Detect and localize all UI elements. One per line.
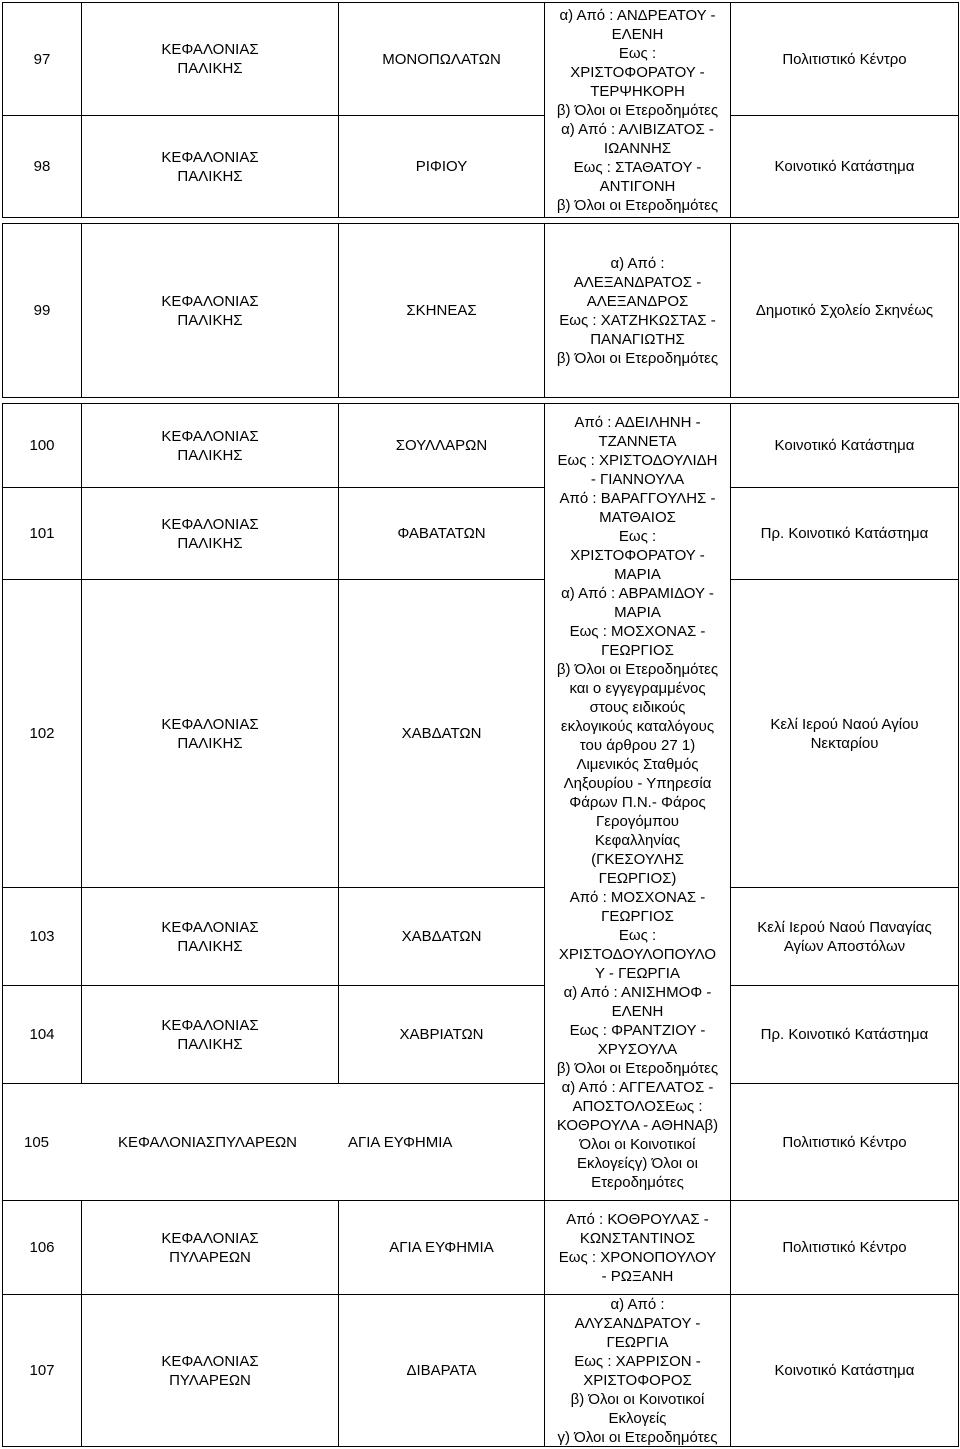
table-row-105-municipality: ΑΓΙΑ ΕΥΦΗΜΙΑ bbox=[348, 1133, 453, 1151]
table-row-97-prefecture: ΚΕΦΑΛΟΝΙΑΣ ΠΑΛΙΚΗΣ bbox=[161, 41, 259, 77]
table-row-99-number: 99 bbox=[33, 302, 51, 319]
table-row-104-prefecture: ΚΕΦΑΛΟΝΙΑΣ ΠΑΛΙΚΗΣ bbox=[161, 1016, 259, 1053]
table-row-97-venue: Πολιτιστικό Κέντρο bbox=[782, 50, 907, 68]
table-row-98-municipality: ΡΙΦΙΟΥ bbox=[415, 158, 468, 175]
table-row-105-number: 105 bbox=[24, 1133, 50, 1151]
table-row-100-venue: Κοινοτικό Κατάστημα bbox=[774, 437, 915, 454]
table-row-103-municipality: ΧΑΒΔΑΤΩΝ bbox=[401, 928, 482, 945]
table-row-102-venue: Κελί Ιερού Ναού Αγίου Νεκταρίου bbox=[770, 715, 919, 752]
table-row-99-venue: Δημοτικό Σχολείο Σκηνέως bbox=[755, 302, 934, 319]
table-row-105-venue: Πολιτιστικό Κέντρο bbox=[782, 1133, 907, 1151]
table-row-99-prefecture: ΚΕΦΑΛΟΝΙΑΣ ΠΑΛΙΚΗΣ bbox=[161, 292, 259, 329]
table-row-102-prefecture: ΚΕΦΑΛΟΝΙΑΣ ΠΑΛΙΚΗΣ bbox=[161, 715, 259, 752]
table-row-106-number: 106 bbox=[29, 1239, 55, 1256]
table-row-100-municipality: ΣΟΥΛΛΑΡΩΝ bbox=[395, 437, 488, 454]
table-row-106-municipality: ΑΓΙΑ ΕΥΦΗΜΙΑ bbox=[389, 1239, 494, 1256]
table-row-98-prefecture: ΚΕΦΑΛΟΝΙΑΣ ΠΑΛΙΚΗΣ bbox=[161, 148, 259, 185]
table-row-107-venue: Κοινοτικό Κατάστημα bbox=[774, 1362, 915, 1379]
table-row-107-municipality: ΔΙΒΑΡΑΤΑ bbox=[406, 1362, 477, 1379]
table-row-97-number: 97 bbox=[33, 50, 51, 68]
table-row-102-number: 102 bbox=[29, 725, 55, 742]
voters-cell-99: α) Από : ΑΛΕΞΑΝΔΡΑΤΟΣ - ΑΛΕΞΑΝΔΡΟΣ Εως : ΧΑΤΖΗΚΩΣΤΑΣ - ΠΑΝΑΓΙΩΤΗΣ β) Όλοι οι Ετεροδημότες bbox=[556, 254, 719, 367]
voters-cell-107: α) Από : ΑΛΥΣΑΝΔΡΑΤΟΥ - ΓΕΩΡΓΙΑ Εως : ΧΑΡΡΙΣΟΝ - ΧΡΙΣΤΟΦΟΡΟΣ β) Όλοι οι Κοινοτικοί Εκλογείς γ) Όλοι οι Ετεροδημότες bbox=[557, 1295, 718, 1446]
table-row-103-number: 103 bbox=[29, 928, 55, 945]
table-row-101-prefecture: ΚΕΦΑΛΟΝΙΑΣ ΠΑΛΙΚΗΣ bbox=[161, 515, 259, 552]
table-row-103-venue: Κελί Ιερού Ναού Παναγίας Αγίων Αποστόλων bbox=[757, 918, 932, 955]
voters-cell-106: Από : ΚΟΘΡΟΥΛΑΣ - ΚΩΝΣΤΑΝΤΙΝΟΣ Εως : ΧΡΟΝΟΠΟΥΛΟΥ - ΡΩΞΑΝΗ bbox=[558, 1210, 717, 1285]
table-row-106-prefecture: ΚΕΦΑΛΟΝΙΑΣ ΠΥΛΑΡΕΩΝ bbox=[161, 1229, 259, 1266]
table-row-107-prefecture: ΚΕΦΑΛΟΝΙΑΣ ΠΥΛΑΡΕΩΝ bbox=[161, 1352, 259, 1389]
table-row-104-municipality: ΧΑΒΡΙΑΤΩΝ bbox=[399, 1026, 484, 1043]
table-row-104-venue: Πρ. Κοινοτικό Κατάστημα bbox=[760, 1026, 929, 1043]
table-row-101-number: 101 bbox=[29, 525, 55, 542]
table-row-103-prefecture: ΚΕΦΑΛΟΝΙΑΣ ΠΑΛΙΚΗΣ bbox=[161, 918, 259, 955]
table-row-105-prefecture: ΚΕΦΑΛΟΝΙΑΣΠΥΛΑΡΕΩΝ bbox=[118, 1133, 298, 1151]
table-row-101-municipality: ΦΑΒΑΤΑΤΩΝ bbox=[397, 525, 486, 542]
table-row-97-municipality: ΜΟΝΟΠΩΛΑΤΩΝ bbox=[382, 50, 501, 68]
table-row-100-prefecture: ΚΕΦΑΛΟΝΙΑΣ ΠΑΛΙΚΗΣ bbox=[161, 427, 259, 464]
table-row-98-number: 98 bbox=[33, 158, 51, 175]
table-row-107-number: 107 bbox=[29, 1362, 55, 1379]
table-row-99-municipality: ΣΚΗΝΕΑΣ bbox=[406, 302, 477, 319]
table-row-101-venue: Πρ. Κοινοτικό Κατάστημα bbox=[760, 525, 929, 542]
table-row-98-venue: Κοινοτικό Κατάστημα bbox=[774, 158, 915, 175]
table-row-102-municipality: ΧΑΒΔΑΤΩΝ bbox=[401, 725, 482, 742]
voters-cell-100-105: Από : ΑΔΕΙΛΗΝΗ - ΤΖΑΝΝΕΤΑ Εως : ΧΡΙΣΤΟΔΟΥΛΙΔΗ - ΓΙΑΝΝΟΥΛΑ Από : ΒΑΡΑΓΓΟΥΛΗΣ - ΜΑΤΘΑΙΟΣ Εως : ΧΡΙΣΤΟΦΟΡΑΤΟΥ - ΜΑΡΙΑ α) Από : ΑΒΡΑΜΙΔΟΥ - ΜΑΡΙΑ Εως : ΜΟΣΧΟΝΑΣ - ΓΕΩΡΓΙΟΣ β) Όλοι οι Ετεροδημότες και ο εγγεγραμμένος στους ειδικούς εκλογικούς καταλόγους του άρθρου 27 1) Λιμενικός Σταθμός Ληξουρίου - Υπηρεσία Φάρων Π.Ν.- Φάρος Γερογόμπου Κεφαλληνίας (ΓΚΕΣΟΥΛΗΣ ΓΕΩΡΓΙΟΣ) Από : ΜΟΣΧΟΝΑΣ - ΓΕΩΡΓΙΟΣ Εως : ΧΡΙΣΤΟΔΟΥΛΟΠΟΥΛΟ Υ - ΓΕΩΡΓΙΑ α) Από : ΑΝΙΣΗΜΟΦ - ΕΛΕΝΗ Εως : ΦΡΑΝΤΖΙΟΥ - ΧΡΥΣΟΥΛΑ β) Όλοι οι Ετεροδημότες α) Από : ΑΓΓΕΛΑΤΟΣ - ΑΠΟΣΤΟΛΟΣΕως : ΚΟΘΡΟΥΛΑ - ΑΘΗΝΑβ) Όλοι οι Κοινοτικοί Εκλογείςγ) Όλοι οι Ετεροδημότες bbox=[556, 413, 719, 1191]
table-row-106-venue: Πολιτιστικό Κέντρο bbox=[782, 1239, 907, 1256]
voters-cell-97-98: α) Από : ΑΝΔΡΕΑΤΟΥ - ΕΛΕΝΗ Εως : ΧΡΙΣΤΟΦΟΡΑΤΟΥ - ΤΕΡΨΗΚΟΡΗ β) Όλοι οι Ετεροδημότες α) Από : ΑΛΙΒΙΖΑΤΟΣ - ΙΩΑΝΝΗΣ Εως : ΣΤΑΘΑΤΟΥ - ΑΝΤΙΓΟΝΗ β) Όλοι οι Ετεροδημότες bbox=[556, 6, 719, 214]
table-row-100-number: 100 bbox=[29, 437, 55, 454]
table-row-104-number: 104 bbox=[29, 1026, 55, 1043]
